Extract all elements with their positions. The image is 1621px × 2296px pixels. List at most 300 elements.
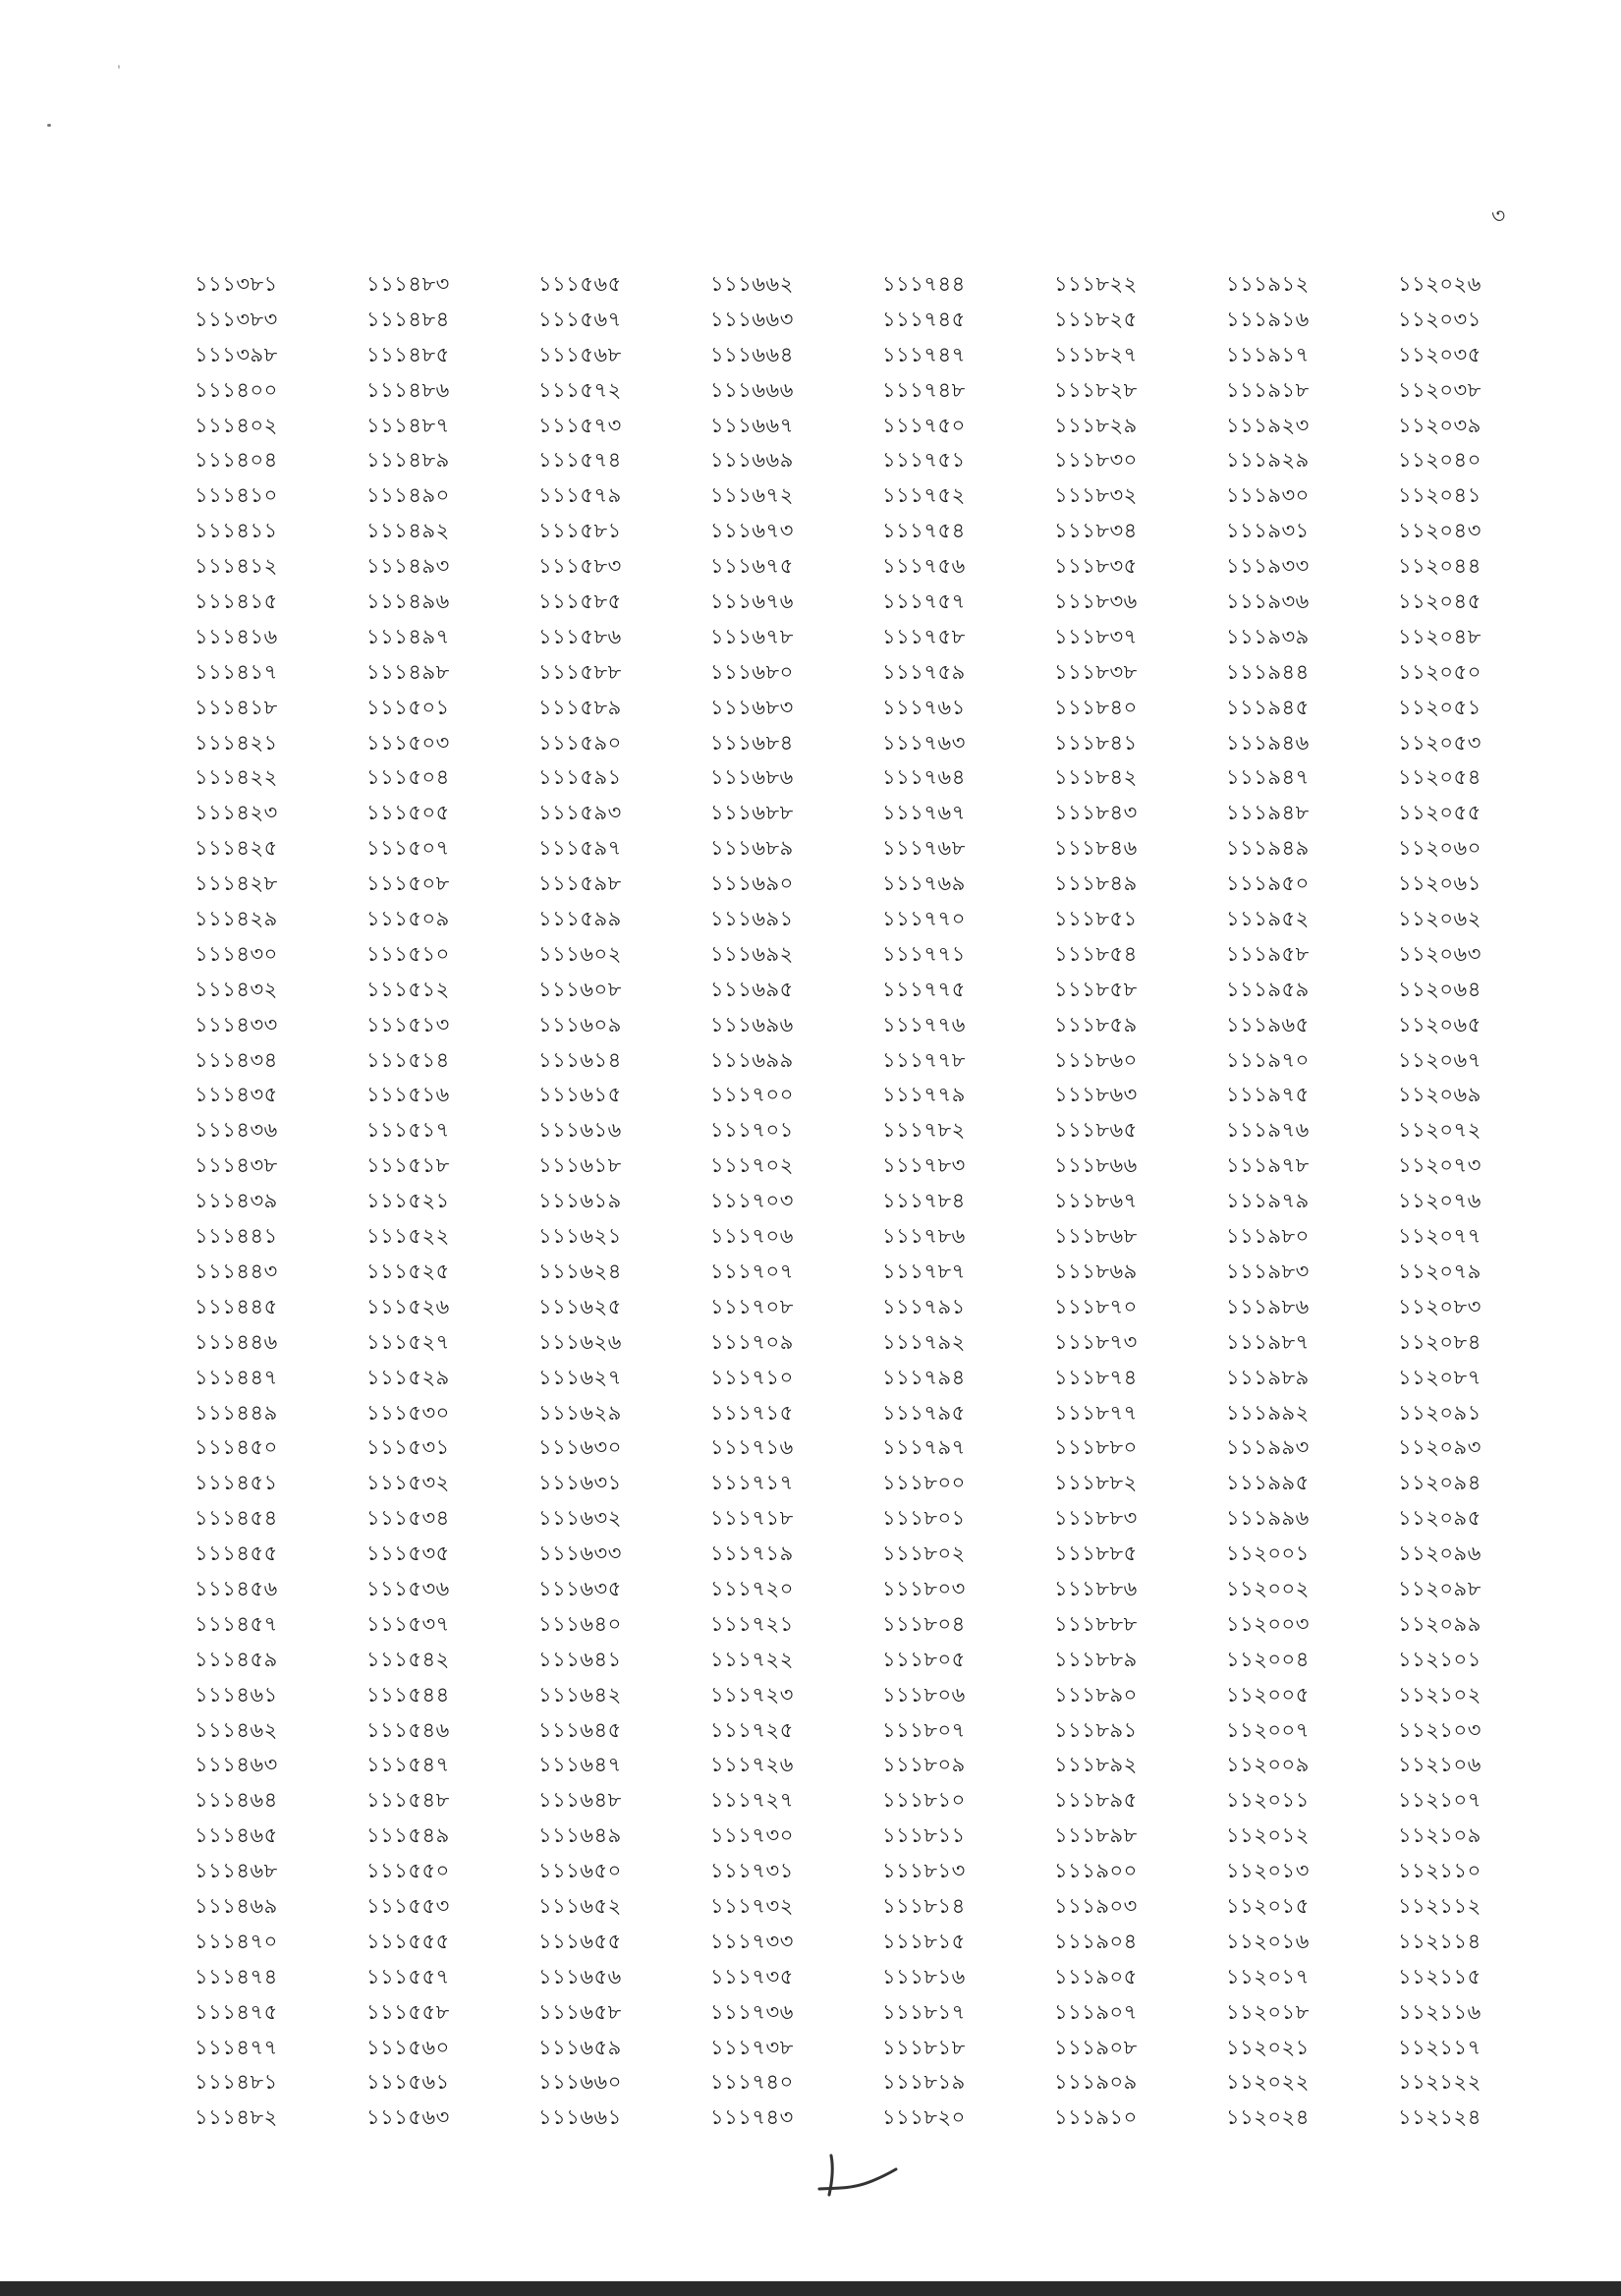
roll-number: ১১১৫৩২ bbox=[366, 1471, 450, 1495]
roll-number: ১১১৭৫৯ bbox=[882, 659, 966, 684]
roll-number: ১১১৭৬৩ bbox=[882, 730, 966, 755]
roll-number: ১১১৪৫৯ bbox=[195, 1647, 278, 1671]
roll-number: ১১২০৬৯ bbox=[1398, 1083, 1481, 1107]
roll-number: ১১১৪১৬ bbox=[195, 624, 278, 648]
roll-number: ১১১৪৫৬ bbox=[195, 1576, 278, 1600]
roll-number: ১১২১০২ bbox=[1398, 1682, 1481, 1707]
roll-number: ১১১৮৩২ bbox=[1054, 483, 1138, 508]
roll-number: ১১১৯৪৭ bbox=[1226, 765, 1310, 790]
roll-number: ১১১৭৮৩ bbox=[882, 1153, 966, 1178]
roll-number: ১১১৯৯২ bbox=[1226, 1400, 1310, 1425]
roll-number: ১১১৮৬০ bbox=[1054, 1047, 1138, 1072]
roll-number: ১১১৯৩০ bbox=[1226, 483, 1310, 508]
roll-number: ১১১৯৭০ bbox=[1226, 1047, 1310, 1072]
roll-number: ১১১৬২১ bbox=[538, 1224, 622, 1249]
roll-number: ১১১৫২৫ bbox=[366, 1259, 450, 1283]
roll-number: ১১১৬৪০ bbox=[538, 1611, 622, 1636]
roll-number: ১১১৬৮৪ bbox=[710, 730, 794, 755]
roll-number: ১১১৯৮৩ bbox=[1226, 1259, 1310, 1283]
roll-number: ১১২০৯৫ bbox=[1398, 1506, 1481, 1531]
roll-number: ১১১৯৮৬ bbox=[1226, 1294, 1310, 1318]
roll-number: ১১১৫৩৬ bbox=[366, 1576, 450, 1600]
roll-number: ১১১৯৪৫ bbox=[1226, 695, 1310, 719]
roll-number: ১১১৭১০ bbox=[710, 1365, 794, 1389]
roll-number: ১১১৬৬২ bbox=[710, 272, 794, 296]
roll-number: ১১১৭২০ bbox=[710, 1576, 794, 1600]
roll-number: ১১১৫০৩ bbox=[366, 730, 450, 755]
roll-number: ১১১৪১১ bbox=[195, 519, 278, 543]
roll-number: ১১১৬৪২ bbox=[538, 1682, 622, 1707]
roll-number: ১১১৭৯১ bbox=[882, 1294, 966, 1318]
roll-number: ১১১৭৭০ bbox=[882, 907, 966, 931]
roll-number: ১১১৫৯৯ bbox=[538, 907, 622, 931]
roll-number: ১১১৯২৩ bbox=[1226, 413, 1310, 437]
roll-number: ১১১৫১২ bbox=[366, 977, 450, 1001]
roll-number: ১১১৫৬১ bbox=[366, 2070, 450, 2095]
roll-number: ১১১৯৪৮ bbox=[1226, 801, 1310, 825]
roll-number: ১১১৯০৩ bbox=[1054, 1893, 1138, 1918]
roll-number: ১১২০৭২ bbox=[1398, 1118, 1481, 1143]
roll-number: ১১১৯৯৫ bbox=[1226, 1471, 1310, 1495]
roll-number: ১১১৫০৫ bbox=[366, 801, 450, 825]
roll-number: ১১২০৯৪ bbox=[1398, 1471, 1481, 1495]
roll-number: ১১১৮৬৫ bbox=[1054, 1118, 1138, 1143]
roll-number: ১১১৫৯৩ bbox=[538, 801, 622, 825]
roll-number: ১১১৫২১ bbox=[366, 1189, 450, 1213]
roll-number: ১১২০৫৪ bbox=[1398, 765, 1481, 790]
roll-number: ১১১৭২৬ bbox=[710, 1753, 794, 1777]
roll-number: ১১১৬৪৭ bbox=[538, 1753, 622, 1777]
roll-number: ১১১৯১৬ bbox=[1226, 307, 1310, 331]
roll-number: ১১২০২৬ bbox=[1398, 272, 1481, 296]
roll-number: ১১১৪৪১ bbox=[195, 1224, 278, 1249]
roll-number: ১১২০০৭ bbox=[1226, 1717, 1310, 1742]
roll-number: ১১১৯৩৩ bbox=[1226, 554, 1310, 579]
roll-number: ১১১৮৪১ bbox=[1054, 730, 1138, 755]
roll-number: ১১১৭৩৩ bbox=[710, 1929, 794, 1953]
roll-number: ১১২০০৪ bbox=[1226, 1647, 1310, 1671]
roll-number: ১১১৭৭১ bbox=[882, 941, 966, 966]
roll-number: ১১১৪৭৭ bbox=[195, 2035, 278, 2059]
roll-number: ১১১৬৪৮ bbox=[538, 1788, 622, 1813]
roll-number: ১১১৫৫৮ bbox=[366, 1999, 450, 2024]
roll-number: ১১১৫১০ bbox=[366, 941, 450, 966]
roll-number: ১১১৫০৭ bbox=[366, 836, 450, 861]
roll-number: ১১১৭৫১ bbox=[882, 448, 966, 473]
roll-number: ১১১৮৮৬ bbox=[1054, 1576, 1138, 1600]
roll-number: ১১১৫৩৫ bbox=[366, 1541, 450, 1566]
roll-number: ১১১৮৮০ bbox=[1054, 1435, 1138, 1460]
roll-number: ১১১৪৩২ bbox=[195, 977, 278, 1001]
roll-number: ১১২০১৭ bbox=[1226, 1964, 1310, 1988]
roll-number: ১১১৭৭৮ bbox=[882, 1047, 966, 1072]
roll-number: ১১১৪১৫ bbox=[195, 589, 278, 614]
roll-number: ১১১৬৭৩ bbox=[710, 519, 794, 543]
roll-number: ১১১৪৫৭ bbox=[195, 1611, 278, 1636]
roll-number: ১১১৯১২ bbox=[1226, 272, 1310, 296]
roll-number: ১১১৮২৯ bbox=[1054, 413, 1138, 437]
roll-number: ১১১৭৪৮ bbox=[882, 377, 966, 402]
roll-number: ১১১৫৩৭ bbox=[366, 1611, 450, 1636]
roll-number: ১১২১১৫ bbox=[1398, 1964, 1481, 1988]
signature-mark bbox=[813, 2144, 902, 2217]
roll-number: ১১১৬৯২ bbox=[710, 941, 794, 966]
roll-number: ১১১৬৮৮ bbox=[710, 801, 794, 825]
roll-number: ১১১৬৫৯ bbox=[538, 2035, 622, 2059]
roll-number: ১১১৪৫৫ bbox=[195, 1541, 278, 1566]
roll-number: ১১২০৩৮ bbox=[1398, 377, 1481, 402]
roll-number: ১১২০১২ bbox=[1226, 1823, 1310, 1848]
roll-number: ১১১৫৫৩ bbox=[366, 1893, 450, 1918]
roll-number: ১১১৪০০ bbox=[195, 377, 278, 402]
roll-number: ১১১৬৩০ bbox=[538, 1435, 622, 1460]
roll-number: ১১২০২২ bbox=[1226, 2070, 1310, 2095]
roll-number: ১১১৫৮৬ bbox=[538, 624, 622, 648]
roll-number: ১১১৪২৯ bbox=[195, 907, 278, 931]
roll-number: ১১১৯৪৪ bbox=[1226, 659, 1310, 684]
roll-number: ১১১৯০৭ bbox=[1054, 1999, 1138, 2024]
roll-number: ১১১৭৬১ bbox=[882, 695, 966, 719]
roll-number: ১১১৮০৫ bbox=[882, 1647, 966, 1671]
roll-number: ১১১৭৪৫ bbox=[882, 307, 966, 331]
roll-number: ১১১৫০৯ bbox=[366, 907, 450, 931]
roll-number: ১১১৭৬৯ bbox=[882, 871, 966, 896]
roll-number: ১১১৪১২ bbox=[195, 554, 278, 579]
roll-number: ১১১৮০৬ bbox=[882, 1682, 966, 1707]
roll-number: ১১১৬৯৯ bbox=[710, 1047, 794, 1072]
roll-number: ১১১৪৮৬ bbox=[366, 377, 450, 402]
roll-number: ১১১৪৮৪ bbox=[366, 307, 450, 331]
roll-number: ১১১৯৩৯ bbox=[1226, 624, 1310, 648]
roll-number: ১১১৮৬৩ bbox=[1054, 1083, 1138, 1107]
roll-number: ১১২০০৯ bbox=[1226, 1753, 1310, 1777]
roll-number: ১১১৬৫৬ bbox=[538, 1964, 622, 1988]
roll-number: ১১১৭২৭ bbox=[710, 1788, 794, 1813]
roll-number: ১১১৮০৯ bbox=[882, 1753, 966, 1777]
roll-number: ১১১৪৪৭ bbox=[195, 1365, 278, 1389]
roll-number: ১১১৭০৯ bbox=[710, 1329, 794, 1354]
roll-number: ১১১৫০১ bbox=[366, 695, 450, 719]
roll-number: ১১১৬২৫ bbox=[538, 1294, 622, 1318]
roll-number: ১১১৪৩৯ bbox=[195, 1189, 278, 1213]
roll-number: ১১১৬৬৭ bbox=[710, 413, 794, 437]
roll-number: ১১২০০১ bbox=[1226, 1541, 1310, 1566]
roll-number: ১১১৯৭৫ bbox=[1226, 1083, 1310, 1107]
roll-number: ১১২০৯৯ bbox=[1398, 1611, 1481, 1636]
roll-number: ১১২০৪৫ bbox=[1398, 589, 1481, 614]
roll-number: ১১১৭৩২ bbox=[710, 1893, 794, 1918]
roll-number: ১১১৮৪৩ bbox=[1054, 801, 1138, 825]
roll-number: ১১১৬২৬ bbox=[538, 1329, 622, 1354]
roll-number: ১১১৯৯৩ bbox=[1226, 1435, 1310, 1460]
roll-number: ১১১৫১৬ bbox=[366, 1083, 450, 1107]
roll-number: ১১১৯৮০ bbox=[1226, 1224, 1310, 1249]
roll-number: ১১১৮২৮ bbox=[1054, 377, 1138, 402]
roll-number: ১১১৯৫২ bbox=[1226, 907, 1310, 931]
roll-number: ১১২০৩৯ bbox=[1398, 413, 1481, 437]
roll-number: ১১১৭০৭ bbox=[710, 1259, 794, 1283]
roll-number: ১১১৭৫০ bbox=[882, 413, 966, 437]
roll-number: ১১২১০৯ bbox=[1398, 1823, 1481, 1848]
roll-number: ১১১৮১৭ bbox=[882, 1999, 966, 2024]
roll-number: ১১১৯০৯ bbox=[1054, 2070, 1138, 2095]
roll-number: ১১১৫০৪ bbox=[366, 765, 450, 790]
roll-number: ১১১৬৬৬ bbox=[710, 377, 794, 402]
roll-number: ১১১৪৫৪ bbox=[195, 1506, 278, 1531]
roll-number: ১১১৮৩৭ bbox=[1054, 624, 1138, 648]
roll-number: ১১১৯৮৯ bbox=[1226, 1365, 1310, 1389]
roll-number: ১১১৪৩৪ bbox=[195, 1047, 278, 1072]
roll-number-column bbox=[1398, 267, 1570, 2136]
roll-number: ১১১৪১৭ bbox=[195, 659, 278, 684]
roll-number: ১১২০৪৮ bbox=[1398, 624, 1481, 648]
roll-number: ১১১৮৩৮ bbox=[1054, 659, 1138, 684]
roll-number: ১১১৬৮০ bbox=[710, 659, 794, 684]
roll-number: ১১২১১৪ bbox=[1398, 1929, 1481, 1953]
roll-number: ১১১৭৩৮ bbox=[710, 2035, 794, 2059]
roll-number: ১১১৭৪৩ bbox=[710, 2105, 794, 2130]
roll-number: ১১১৬৪৫ bbox=[538, 1717, 622, 1742]
roll-number: ১১২০৭৭ bbox=[1398, 1224, 1481, 1249]
roll-number: ১১১৮৮৮ bbox=[1054, 1611, 1138, 1636]
roll-number: ১১২০৫৫ bbox=[1398, 801, 1481, 825]
roll-number: ১১১৯০৮ bbox=[1054, 2035, 1138, 2059]
roll-number: ১১১৮৫৪ bbox=[1054, 941, 1138, 966]
roll-number: ১১১৭৩৫ bbox=[710, 1964, 794, 1988]
roll-number: ১১১৭১৭ bbox=[710, 1471, 794, 1495]
roll-number: ১১১৭২৩ bbox=[710, 1682, 794, 1707]
roll-number-column bbox=[538, 267, 710, 2136]
roll-number: ১১১৯০০ bbox=[1054, 1859, 1138, 1883]
roll-number: ১১১৫৬৫ bbox=[538, 272, 622, 296]
roll-number: ১১১৮৭৭ bbox=[1054, 1400, 1138, 1425]
roll-number: ১১১৯৪৬ bbox=[1226, 730, 1310, 755]
roll-number: ১১২০৫৩ bbox=[1398, 730, 1481, 755]
roll-number: ১১১৮৯২ bbox=[1054, 1753, 1138, 1777]
roll-number: ১১১৫৩০ bbox=[366, 1400, 450, 1425]
roll-number: ১১২০৬২ bbox=[1398, 907, 1481, 931]
roll-number: ১১১৪৩৩ bbox=[195, 1012, 278, 1036]
roll-number: ১১১৭৮২ bbox=[882, 1118, 966, 1143]
roll-number: ১১১৭২২ bbox=[710, 1647, 794, 1671]
roll-number: ১১১৫৬৩ bbox=[366, 2105, 450, 2130]
roll-number: ১১১৫৫৫ bbox=[366, 1929, 450, 1953]
roll-number: ১১২১০৩ bbox=[1398, 1717, 1481, 1742]
roll-number: ১১১৮১৯ bbox=[882, 2070, 966, 2095]
roll-number: ১১১৪৮৯ bbox=[366, 448, 450, 473]
roll-number: ১১১৪২১ bbox=[195, 730, 278, 755]
roll-number: ১১১৮৪৬ bbox=[1054, 836, 1138, 861]
roll-number: ১১১৫৫০ bbox=[366, 1859, 450, 1883]
roll-number: ১১১৪৩৮ bbox=[195, 1153, 278, 1178]
roll-number: ১১১৮৬৮ bbox=[1054, 1224, 1138, 1249]
bottom-border bbox=[0, 2281, 1621, 2296]
roll-number: ১১১৫৪২ bbox=[366, 1647, 450, 1671]
roll-number: ১১২১০৭ bbox=[1398, 1788, 1481, 1813]
roll-number: ১১১৫২২ bbox=[366, 1224, 450, 1249]
roll-number: ১১১৮৩৫ bbox=[1054, 554, 1138, 579]
roll-number: ১১১৩৯৮ bbox=[195, 342, 278, 366]
roll-number: ১১১৭০০ bbox=[710, 1083, 794, 1107]
roll-number: ১১১৪৯০ bbox=[366, 483, 450, 508]
roll-number: ১১২০৭৯ bbox=[1398, 1259, 1481, 1283]
roll-number: ১১১৪০৪ bbox=[195, 448, 278, 473]
roll-number: ১১১৬১৪ bbox=[538, 1047, 622, 1072]
roll-number: ১১১৭৪০ bbox=[710, 2070, 794, 2095]
roll-number: ১১১৯১৮ bbox=[1226, 377, 1310, 402]
roll-number: ১১১৪৬২ bbox=[195, 1717, 278, 1742]
roll-number: ১১১৮৬৭ bbox=[1054, 1189, 1138, 1213]
roll-number-column bbox=[366, 267, 538, 2136]
roll-number: ১১১৪৪৩ bbox=[195, 1259, 278, 1283]
roll-number: ১১১৯৭৯ bbox=[1226, 1189, 1310, 1213]
roll-number: ১১১৫৮৫ bbox=[538, 589, 622, 614]
roll-number: ১১১৫৪৯ bbox=[366, 1823, 450, 1848]
roll-number: ১১১৮৫১ bbox=[1054, 907, 1138, 931]
roll-number: ১১১৮৬৯ bbox=[1054, 1259, 1138, 1283]
roll-number: ১১২১০৬ bbox=[1398, 1753, 1481, 1777]
roll-number: ১১১৬৩৫ bbox=[538, 1576, 622, 1600]
roll-number: ১১১৫৭৯ bbox=[538, 483, 622, 508]
roll-number: ১১১৬৮৩ bbox=[710, 695, 794, 719]
roll-number: ১১১৪৬১ bbox=[195, 1682, 278, 1707]
roll-number: ১১১৪৩৬ bbox=[195, 1118, 278, 1143]
roll-number: ১১১৪৮৩ bbox=[366, 272, 450, 296]
roll-number: ১১১৪৮১ bbox=[195, 2070, 278, 2095]
roll-number: ১১১৬৬৪ bbox=[710, 342, 794, 366]
roll-number: ১১২০৩১ bbox=[1398, 307, 1481, 331]
roll-number: ১১১৪৩৫ bbox=[195, 1083, 278, 1107]
roll-number: ১১১৪৫১ bbox=[195, 1471, 278, 1495]
roll-number: ১১১৪৬৫ bbox=[195, 1823, 278, 1848]
roll-number: ১১১৫৮১ bbox=[538, 519, 622, 543]
roll-number: ১১১৪২২ bbox=[195, 765, 278, 790]
roll-number: ১১২০৪৪ bbox=[1398, 554, 1481, 579]
roll-number: ১১১৮৪২ bbox=[1054, 765, 1138, 790]
roll-number: ১১১৭৯৫ bbox=[882, 1400, 966, 1425]
roll-number: ১১১৯৩১ bbox=[1226, 519, 1310, 543]
roll-number: ১১১৬৩৩ bbox=[538, 1541, 622, 1566]
roll-number: ১১১৭০৮ bbox=[710, 1294, 794, 1318]
roll-number: ১১১৮২২ bbox=[1054, 272, 1138, 296]
roll-number: ১১১৮৭০ bbox=[1054, 1294, 1138, 1318]
roll-number: ১১১৮৫৮ bbox=[1054, 977, 1138, 1001]
roll-number-column bbox=[195, 267, 366, 2136]
roll-number: ১১১৭৪৭ bbox=[882, 342, 966, 366]
roll-number: ১১১৭৮৭ bbox=[882, 1259, 966, 1283]
roll-number: ১১১৫৬৭ bbox=[538, 307, 622, 331]
roll-number: ১১১৫১৭ bbox=[366, 1118, 450, 1143]
roll-number: ১১১৮০২ bbox=[882, 1541, 966, 1566]
roll-number: ১১২০০২ bbox=[1226, 1576, 1310, 1600]
roll-number: ১১২০৯৩ bbox=[1398, 1435, 1481, 1460]
roll-number: ১১১৪৪৬ bbox=[195, 1329, 278, 1354]
roll-number: ১১১৬০৯ bbox=[538, 1012, 622, 1036]
roll-number: ১১১৮১৪ bbox=[882, 1893, 966, 1918]
roll-number: ১১২০৪১ bbox=[1398, 483, 1481, 508]
roll-number: ১১১৫৪৮ bbox=[366, 1788, 450, 1813]
roll-number: ১১১৬৫৮ bbox=[538, 1999, 622, 2024]
roll-number: ১১১৯৫৯ bbox=[1226, 977, 1310, 1001]
roll-number: ১১১৬৪৯ bbox=[538, 1823, 622, 1848]
roll-number: ১১১৮৯৫ bbox=[1054, 1788, 1138, 1813]
roll-number: ১১২১০১ bbox=[1398, 1647, 1481, 1671]
roll-number: ১১১৮৩৬ bbox=[1054, 589, 1138, 614]
scan-speck bbox=[47, 124, 51, 127]
roll-number: ১১১৭৩১ bbox=[710, 1859, 794, 1883]
roll-number: ১১১৮১৮ bbox=[882, 2035, 966, 2059]
roll-number: ১১১৭৫৪ bbox=[882, 519, 966, 543]
roll-number: ১১১৭৬৭ bbox=[882, 801, 966, 825]
roll-number: ১১১৭৯২ bbox=[882, 1329, 966, 1354]
roll-number: ১১২০৪০ bbox=[1398, 448, 1481, 473]
roll-number: ১১১৬৬০ bbox=[538, 2070, 622, 2095]
roll-number: ১১১৭৭৯ bbox=[882, 1083, 966, 1107]
roll-number-column bbox=[1226, 267, 1398, 2136]
roll-number: ১১১৫২৬ bbox=[366, 1294, 450, 1318]
roll-number: ১১১৪৩০ bbox=[195, 941, 278, 966]
roll-number: ১১১৮৯০ bbox=[1054, 1682, 1138, 1707]
roll-number: ১১২০৮৪ bbox=[1398, 1329, 1481, 1354]
roll-number: ১১১৯৯৬ bbox=[1226, 1506, 1310, 1531]
roll-number: ১১১৬৯৫ bbox=[710, 977, 794, 1001]
roll-number: ১১১৮৫৯ bbox=[1054, 1012, 1138, 1036]
roll-number: ১১১৪৭৪ bbox=[195, 1964, 278, 1988]
roll-number: ১১১৮৩০ bbox=[1054, 448, 1138, 473]
roll-number: ১১১৫৪৬ bbox=[366, 1717, 450, 1742]
roll-number: ১১২০১১ bbox=[1226, 1788, 1310, 1813]
roll-number: ১১১৪৬৩ bbox=[195, 1753, 278, 1777]
roll-number: ১১২১১৬ bbox=[1398, 1999, 1481, 2024]
roll-number: ১১১৯০৫ bbox=[1054, 1964, 1138, 1988]
roll-number: ১১১৭৮৪ bbox=[882, 1189, 966, 1213]
roll-number: ১১১৮১১ bbox=[882, 1823, 966, 1848]
roll-number: ১১২১১০ bbox=[1398, 1859, 1481, 1883]
roll-number: ১১১৫২৯ bbox=[366, 1365, 450, 1389]
roll-number: ১১১৯২৯ bbox=[1226, 448, 1310, 473]
roll-number: ১১১৭৪৪ bbox=[882, 272, 966, 296]
roll-number: ১১১৮০৩ bbox=[882, 1576, 966, 1600]
roll-number: ১১১৬৬১ bbox=[538, 2105, 622, 2130]
roll-number-column bbox=[710, 267, 882, 2136]
roll-number: ১১১৮২৭ bbox=[1054, 342, 1138, 366]
roll-number: ১১১৬০২ bbox=[538, 941, 622, 966]
roll-number: ১১২০৬৪ bbox=[1398, 977, 1481, 1001]
roll-number: ১১১৭০৩ bbox=[710, 1189, 794, 1213]
roll-number: ১১২০৬৭ bbox=[1398, 1047, 1481, 1072]
roll-number: ১১১৪১৮ bbox=[195, 695, 278, 719]
roll-number: ১১২০৮৭ bbox=[1398, 1365, 1481, 1389]
roll-number: ১১১৯৭৮ bbox=[1226, 1153, 1310, 1178]
roll-number: ১১১৬৫০ bbox=[538, 1859, 622, 1883]
roll-number: ১১১৬৫২ bbox=[538, 1893, 622, 1918]
page-number: ৩ bbox=[1491, 203, 1506, 228]
roll-number: ১১১৫৯৭ bbox=[538, 836, 622, 861]
roll-number: ১১২০৯১ bbox=[1398, 1400, 1481, 1425]
roll-number: ১১১৪৪৯ bbox=[195, 1400, 278, 1425]
roll-number: ১১১৫৯৮ bbox=[538, 871, 622, 896]
roll-number: ১১১৭৫৬ bbox=[882, 554, 966, 579]
roll-number: ১১১৬৯১ bbox=[710, 907, 794, 931]
roll-number: ১১২১১৭ bbox=[1398, 2035, 1481, 2059]
roll-number: ১১১৫৮৯ bbox=[538, 695, 622, 719]
roll-number: ১১২০৭৩ bbox=[1398, 1153, 1481, 1178]
roll-number: ১১১৭১৫ bbox=[710, 1400, 794, 1425]
roll-number: ১১১৬১৫ bbox=[538, 1083, 622, 1107]
roll-number: ১১১৬৪১ bbox=[538, 1647, 622, 1671]
roll-number: ১১১৬৩১ bbox=[538, 1471, 622, 1495]
roll-number: ১১১৪৬৪ bbox=[195, 1788, 278, 1813]
